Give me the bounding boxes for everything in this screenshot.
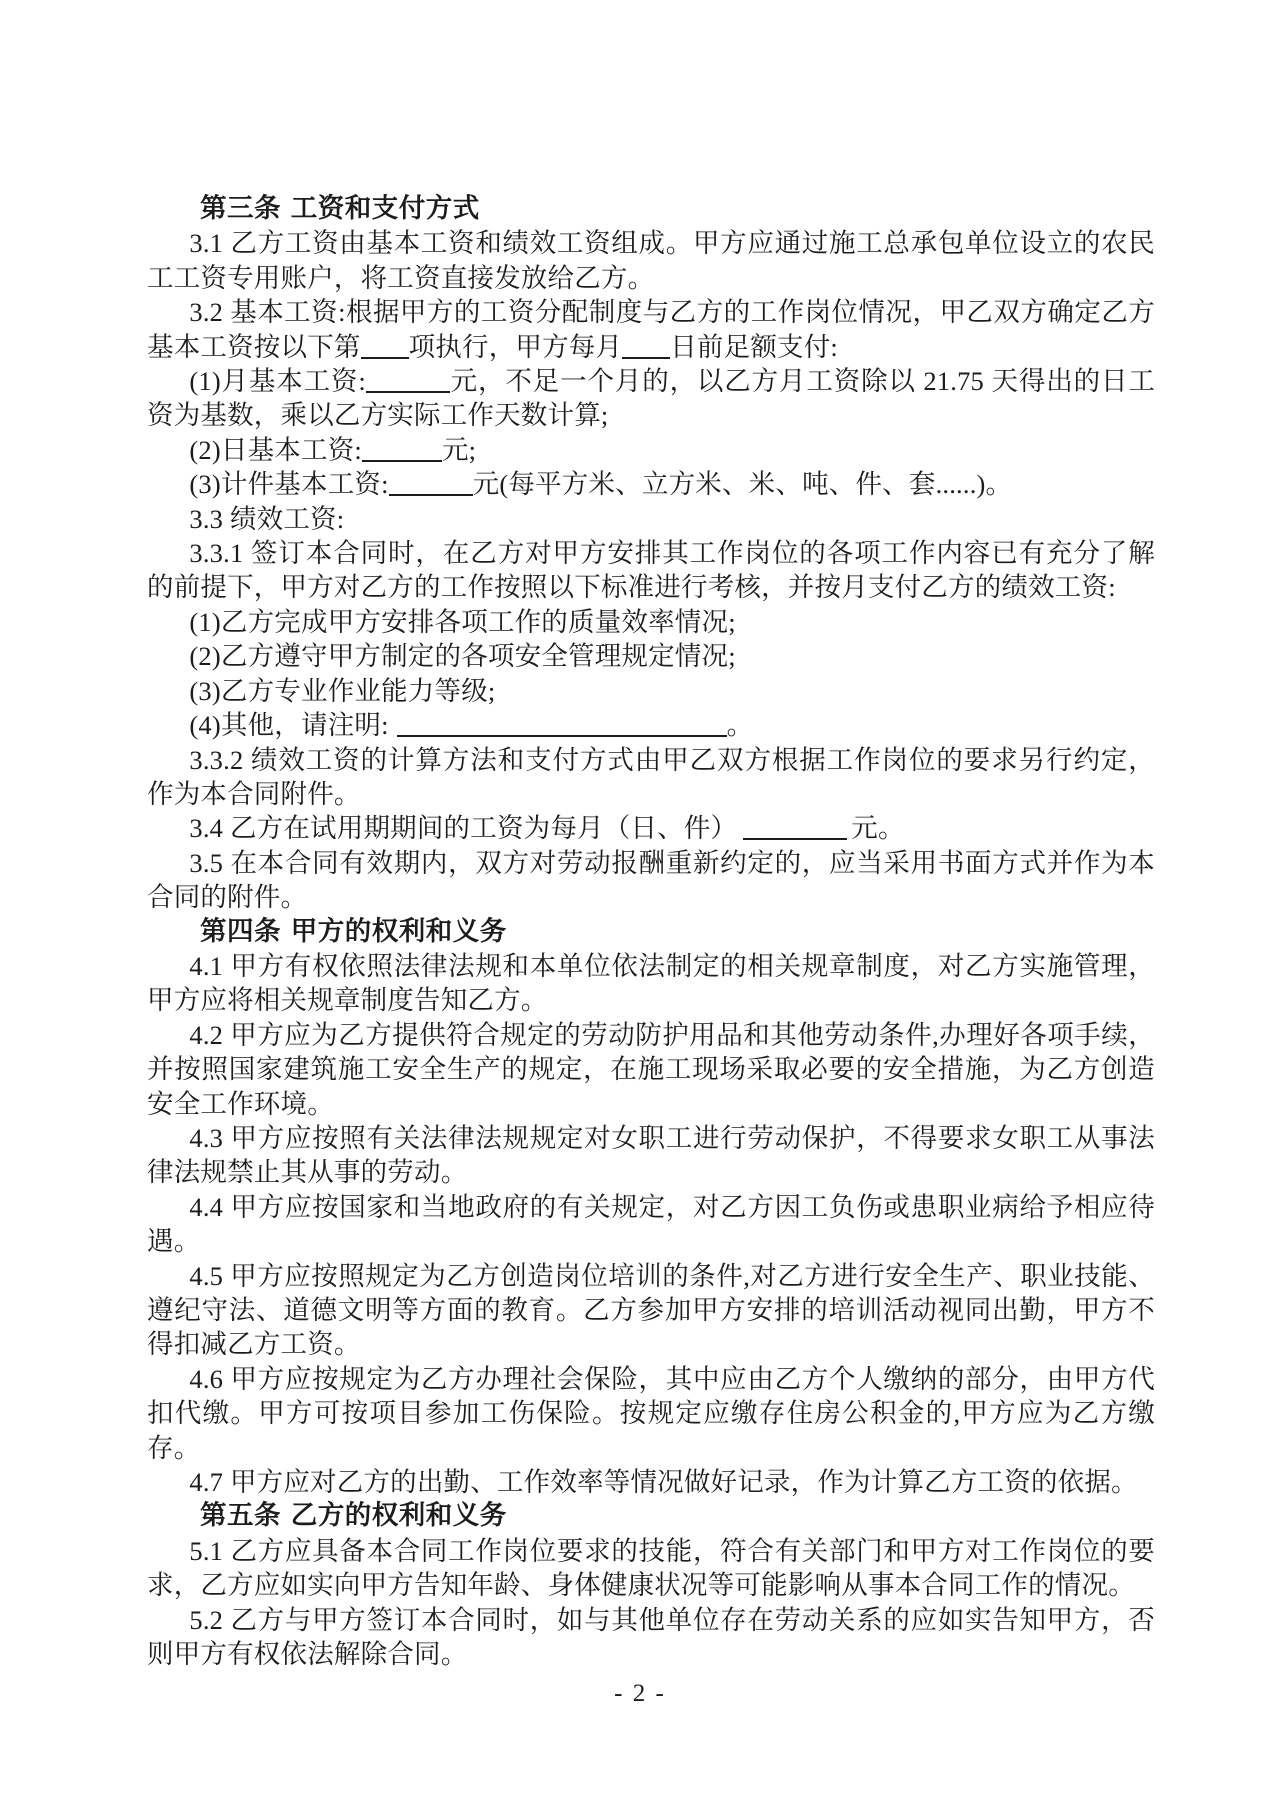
clause-3-1: 3.1 乙方工资由基本工资和绩效工资组成。甲方应通过施工总承包单位设立的农民工工资专用账户，将工资直接发放给乙方。 [147, 228, 1155, 293]
text-segment: (3)计件基本工资: [189, 469, 389, 500]
clause-4-5: 4.5 甲方应按照规定为乙方创造岗位培训的条件,对乙方进行安全生产、职业技能、遵纪守法、道德文明等方面的教育。乙方参加甲方安排的培训活动视同出勤，甲方不得扣减乙方工资。 [147, 1260, 1155, 1360]
text-segment: 3.4 乙方在试用期期间的工资为每月（日、件） [189, 813, 738, 844]
blank-probation-wage [743, 836, 847, 840]
clause-3-2-item-1 [147, 364, 1155, 433]
clause-4-6: 4.6 甲方应按规定为乙方办理社会保险，其中应由乙方个人缴纳的部分，由甲方代扣代缴。甲方可按项目参加工伤保险。按规定应缴存住房公积金的,甲方应为乙方缴存。 [147, 1363, 1155, 1463]
text-segment: 日前足额支付: [670, 331, 838, 362]
clause-4-4: 4.4 甲方应按国家和当地政府的有关规定，对乙方因工负伤或患职业病给予相应待遇。 [147, 1191, 1155, 1257]
clause-3-3-1-item-1: (1)乙方完成甲方安排各项工作的质量效率情况; [189, 606, 736, 637]
clause-3-3-1-item-4 [147, 708, 1155, 742]
page-number: - 2 - [614, 1680, 666, 1707]
clause-4-7: 4.7 甲方应对乙方的出勤、工作效率等情况做好记录，作为计算乙方工资的依据。 [189, 1467, 1138, 1498]
clause-3-5: 3.5 在本合同有效期内，双方对劳动报酬重新约定的，应当采用书面方式并作为本合同的附件。 [147, 847, 1155, 913]
clause-3-2 [147, 295, 1155, 364]
clause-3-3-1-item-3: (3)乙方专业作业能力等级; [189, 675, 496, 706]
clause-3-3-1: 3.3.1 签订本合同时，在乙方对甲方安排其工作岗位的各项工作内容已有充分了解的前提下，甲方对乙方的工作按照以下标准进行考核，并按月支付乙方的绩效工资: [147, 538, 1155, 603]
article-5-heading: 第五条 乙方的权利和义务 [200, 1500, 507, 1532]
clause-4-1: 4.1 甲方有权依照法律法规和本单位依法制定的相关规章制度，对乙方实施管理，甲方应将相关规章制度告知乙方。 [147, 950, 1155, 1016]
clause-3-3-2: 3.3.2 绩效工资的计算方法和支付方式由甲乙双方根据工作岗位的要求另行约定，作为本合同附件。 [147, 744, 1155, 809]
blank-other-note [397, 733, 727, 737]
text-segment: (4)其他，请注明: [189, 710, 389, 741]
document-body [147, 192, 1155, 1671]
clause-5-1: 5.1 乙方应具备本合同工作岗位要求的技能，符合有关部门和甲方对工作岗位的要求，乙方应如实向甲方告知年龄、身体健康状况等可能影响从事本合同工作的情况。 [147, 1535, 1155, 1601]
text-segment: 3.2 基本工资:根据甲方的工资分配制度与乙方的工作岗位情况，甲乙双方确定乙方基本工资按以下第 [147, 297, 1155, 362]
clause-4-3: 4.3 甲方应按照有关法律法规规定对女职工进行劳动保护，不得要求女职工从事法律法规禁止其从事的劳动。 [147, 1122, 1155, 1188]
blank-piece-wage [389, 492, 473, 496]
text-segment: 。 [726, 710, 754, 741]
clause-3-4 [147, 811, 1155, 845]
clause-3-2-item-2 [147, 433, 1155, 467]
text-segment: (1)月基本工资: [189, 366, 366, 397]
clause-3-3: 3.3 绩效工资: [189, 503, 345, 534]
text-segment: 元，不足一个月的，以乙方月工资除以 21.75 天得出的日工资为基数，乘以乙方实际工作天数计算; [147, 366, 1156, 431]
clause-5-2: 5.2 乙方与甲方签订本合同时，如与其他单位存在劳动关系的应如实告知甲方，否则甲方有权依法解除合同。 [147, 1604, 1155, 1670]
text-segment: (2)日基本工资: [189, 434, 362, 465]
clause-3-3-1-item-2: (2)乙方遵守甲方制定的各项安全管理规定情况; [189, 641, 736, 672]
blank-monthly-wage [366, 389, 450, 393]
text-segment: 元; [441, 434, 477, 465]
blank-daily-wage [362, 458, 442, 462]
text-segment: 元。 [851, 813, 905, 844]
clause-3-2-item-3 [147, 467, 1155, 501]
article-4-heading: 第四条 甲方的权利和义务 [200, 915, 507, 947]
text-segment: 元(每平方米、立方米、米、吨、件、套......)。 [472, 469, 1013, 500]
clause-4-2: 4.2 甲方应为乙方提供符合规定的劳动防护用品和其他劳动条件,办理好各项手续，并按照国家建筑施工安全生产的规定，在施工现场采取必要的安全措施，为乙方创造安全工作环境。 [147, 1019, 1155, 1119]
article-3-heading: 第三条 工资和支付方式 [200, 193, 480, 224]
text-segment: 项执行，甲方每月 [408, 331, 623, 362]
blank-basic-wage-item-no [361, 355, 409, 359]
blank-pay-day [622, 355, 670, 359]
